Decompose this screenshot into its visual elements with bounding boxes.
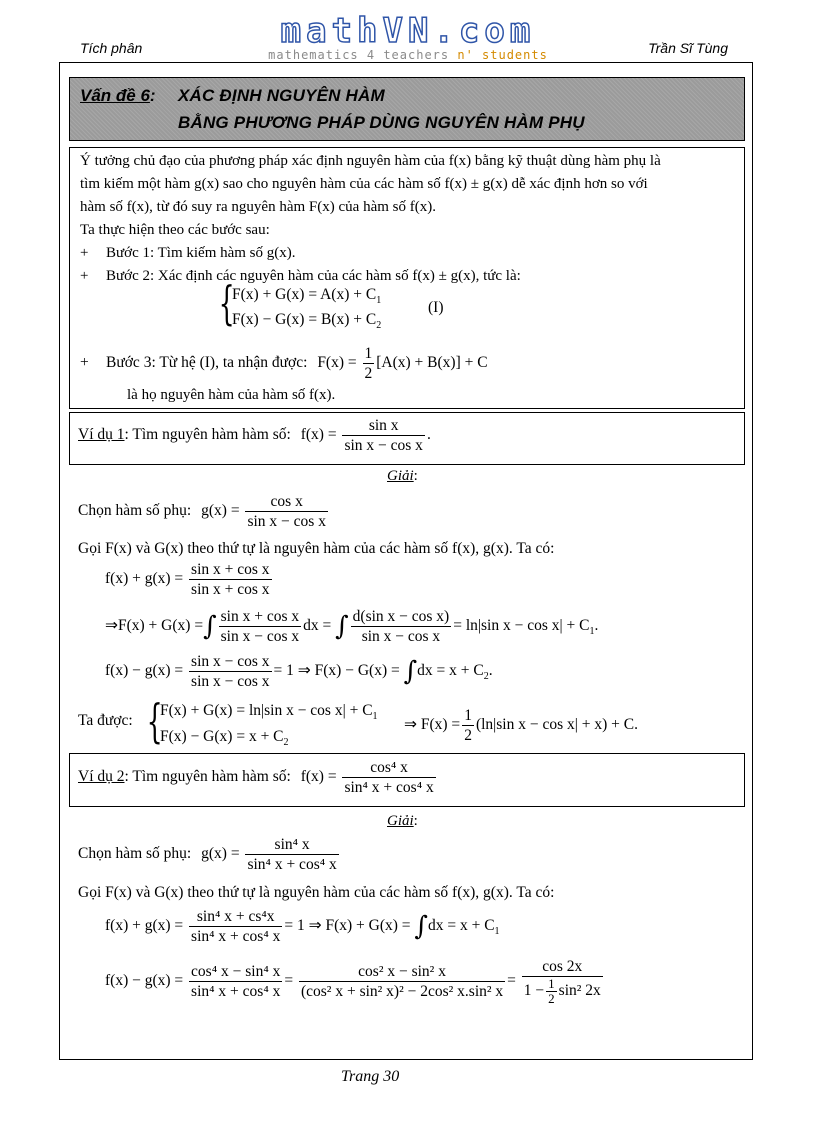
method-para4: Ta thực hiện theo các bước sau: <box>80 222 270 238</box>
example-1-statement <box>78 416 431 455</box>
fraction <box>189 652 272 691</box>
result-eq1: F(x) + G(x) = ln|sin x − cos x| + C <box>160 702 373 719</box>
equals: = <box>284 972 294 990</box>
left-brace: { <box>146 694 163 748</box>
rhs2: dx = x + C <box>417 662 484 680</box>
integral-sign: ∫ <box>203 611 217 642</box>
numerator: 1 <box>364 345 373 362</box>
example-2-statement <box>78 758 438 797</box>
example-1-lhs: f(x) = <box>300 426 337 444</box>
numerator: sin⁴ x + cs⁴x <box>189 907 282 927</box>
lhs: f(x) − g(x) = <box>105 662 184 680</box>
fraction <box>189 962 282 1001</box>
method-para1: Ý tưởng chủ đạo của phương pháp xác định nguyên hàm của f(x) bằng kỹ thuật dùng hàm phụ là <box>80 153 661 169</box>
example-1-label: Ví dụ 1 <box>78 426 125 444</box>
subscript: 1 <box>494 926 500 938</box>
denominator: sin x − cos x <box>220 628 300 645</box>
subscript: 2 <box>283 737 289 749</box>
system-I-label: (I) <box>428 299 444 316</box>
lhs: ⇒F(x) + G(x) = <box>105 617 204 635</box>
result-label: Ta được: <box>78 712 133 729</box>
solution-heading-1 <box>387 468 418 485</box>
result-row2 <box>160 728 289 748</box>
system-I-eq1: F(x) + G(x) = A(x) + C <box>232 286 377 303</box>
fraction <box>299 962 505 1001</box>
rhs: = ln|sin x − cos x| + C <box>453 617 590 635</box>
logo-tagline <box>252 48 564 62</box>
step-2-text: Bước 2: Xác định các nguyên hàm của các hàm số f(x) ± g(x), tức là: <box>106 268 521 284</box>
fraction-half <box>462 706 474 745</box>
step-3-tail: là họ nguyên hàm của hàm số f(x). <box>127 387 336 403</box>
result-row1 <box>160 702 378 722</box>
subscript: 1 <box>372 711 378 723</box>
ex1-line3 <box>105 652 493 691</box>
subscript: 2 <box>376 320 382 332</box>
example-2-fraction <box>342 758 435 797</box>
period: . <box>426 426 431 444</box>
colon: : <box>413 468 418 484</box>
denominator-b: sin² 2x <box>558 982 601 1000</box>
lhs: f(x) + g(x) = <box>105 570 184 588</box>
denominator <box>522 977 603 1006</box>
colon: : <box>413 813 418 829</box>
ex2-aux-function <box>78 835 341 874</box>
rhs: = 1 ⇒ F(x) − G(x) = <box>273 662 400 680</box>
ex2-line1 <box>105 907 500 946</box>
ex1-line1 <box>105 560 274 599</box>
ex2-line2 <box>105 957 605 1006</box>
lhs: f(x) + g(x) = <box>105 917 184 935</box>
numerator: 1 <box>464 707 472 724</box>
step-3 <box>80 344 488 383</box>
numerator: cos x <box>245 492 328 512</box>
numerator: cos⁴ x − sin⁴ x <box>191 963 281 980</box>
site-logo <box>252 11 564 62</box>
section-label-colon: : <box>149 86 156 105</box>
solution-heading-2 <box>387 813 418 830</box>
example-2-lhs: f(x) = <box>300 768 337 786</box>
equals: = <box>507 972 516 990</box>
lhs: f(x) − g(x) = <box>105 972 184 990</box>
denominator: 2 <box>464 727 472 744</box>
fraction <box>522 957 603 1006</box>
fraction <box>351 607 452 646</box>
numerator: sin x <box>342 416 425 436</box>
subscript: 1 <box>589 626 595 638</box>
logo-main-text: mathVN.com <box>280 11 536 51</box>
g-fraction <box>245 835 338 874</box>
step-3-rhs: [A(x) + B(x)] + C <box>376 354 488 372</box>
section-label-text: Vấn đề 6 <box>80 86 150 105</box>
denominator: sin x + cos x <box>191 581 270 598</box>
rhs2: dx = x + C <box>427 917 495 935</box>
header-left-title: Tích phân <box>80 40 143 56</box>
integral-sign: ∫ <box>335 611 349 642</box>
bullet: + <box>80 354 89 372</box>
g-fraction <box>245 492 328 531</box>
ex1-result <box>78 694 738 752</box>
denominator: sin⁴ x + cos⁴ x <box>191 928 281 945</box>
bullet: + <box>80 245 89 261</box>
system-I-row2 <box>232 311 381 331</box>
logo-tagline-b: n' students <box>457 48 548 62</box>
denominator: sin x − cos x <box>344 437 423 454</box>
numerator: 1 <box>548 976 555 991</box>
step-1-text: Bước 1: Tìm kiếm hàm số g(x). <box>106 245 296 261</box>
method-para2: tìm kiếm một hàm g(x) sao cho nguyên hàm của các hàm số f(x) ± g(x) dễ xác định hơn so với <box>80 176 648 192</box>
ex1-aux-function <box>78 492 330 531</box>
numerator: sin x + cos x <box>191 561 270 578</box>
step-2 <box>80 265 740 288</box>
ex1-call-text: Gọi F(x) và G(x) theo thứ tự là nguyên hàm của các hàm số f(x), g(x). Ta có: <box>78 540 555 557</box>
fraction-half <box>546 977 557 1006</box>
logo-tagline-a: mathematics 4 teachers <box>268 48 458 62</box>
page-number: Trang 30 <box>341 1068 400 1085</box>
example-1-fraction <box>342 416 425 455</box>
step-3-lhs: F(x) = <box>317 354 357 372</box>
header-author: Trần Sĩ Tùng <box>648 40 728 56</box>
period: . <box>488 662 493 680</box>
step-1 <box>80 242 740 265</box>
g-lhs: g(x) = <box>201 845 240 863</box>
g-lhs: g(x) = <box>201 502 240 520</box>
fraction <box>219 607 302 646</box>
denominator: sin⁴ x + cos⁴ x <box>344 779 434 796</box>
solution-label: Giải <box>387 813 414 829</box>
section-title-line1: XÁC ĐỊNH NGUYÊN HÀM <box>178 86 385 105</box>
example-2-label: Ví dụ 2 <box>78 768 125 786</box>
fraction-half <box>363 344 375 383</box>
denominator: sin x − cos x <box>191 673 270 690</box>
denominator: sin⁴ x + cos⁴ x <box>191 983 281 1000</box>
section-title-bar <box>69 77 745 141</box>
integral-sign: ∫ <box>414 911 428 942</box>
choose-text: Chọn hàm số phụ: <box>78 502 192 520</box>
result-final <box>404 706 638 745</box>
rhs: = 1 ⇒ F(x) + G(x) = <box>284 917 411 935</box>
bullet: + <box>80 268 89 284</box>
integral-sign: ∫ <box>403 656 418 687</box>
numerator: cos² x − sin² x <box>299 962 505 982</box>
step-3-text: Bước 3: Từ hệ (I), ta nhận được: <box>106 354 308 372</box>
section-title-line2: BẰNG PHƯƠNG PHÁP DÙNG NGUYÊN HÀM PHỤ <box>178 113 585 132</box>
denominator: 2 <box>364 365 373 382</box>
numerator: cos⁴ x <box>342 758 435 778</box>
result-eq2: F(x) − G(x) = x + C <box>160 728 284 745</box>
dx: dx = <box>303 617 332 635</box>
denominator: (cos² x + sin² x)² − 2cos² x.sin² x <box>300 983 504 1000</box>
section-label <box>80 86 156 106</box>
numerator: sin⁴ x <box>245 835 338 855</box>
numerator: sin x + cos x <box>220 608 300 625</box>
final-rhs: (ln|sin x − cos x| + x) + C. <box>475 716 638 734</box>
system-I-eq2: F(x) − G(x) = B(x) + C <box>232 311 377 328</box>
subscript: 1 <box>376 295 382 307</box>
example-2-text: : Tìm nguyên hàm hàm số: <box>124 768 291 786</box>
system-I-row1 <box>232 286 381 306</box>
denominator: sin x − cos x <box>361 628 441 645</box>
denominator-a: 1 − <box>523 982 545 1000</box>
choose-text: Chọn hàm số phụ: <box>78 845 192 863</box>
example-1-text: : Tìm nguyên hàm hàm số: <box>124 426 291 444</box>
denominator: 2 <box>548 991 555 1006</box>
ex1-line2 <box>105 607 598 646</box>
ex2-call-text: Gọi F(x) và G(x) theo thứ tự là nguyên hàm của các hàm số f(x), g(x). Ta có: <box>78 884 555 901</box>
numerator: d(sin x − cos x) <box>352 608 450 625</box>
denominator: sin⁴ x + cos⁴ x <box>247 856 337 873</box>
subscript: 2 <box>483 671 489 683</box>
denominator: sin x − cos x <box>247 513 326 530</box>
method-text <box>80 150 740 288</box>
numerator: cos 2x <box>522 957 603 977</box>
fraction <box>189 907 282 946</box>
fraction <box>189 560 272 599</box>
period: . <box>594 617 599 635</box>
left-brace: { <box>218 276 235 330</box>
final-lhs: ⇒ F(x) = <box>404 716 461 734</box>
method-para3: hàm số f(x), từ đó suy ra nguyên hàm F(x) của hàm số f(x). <box>80 199 436 215</box>
numerator: sin x − cos x <box>191 653 270 670</box>
solution-label: Giải <box>387 468 414 484</box>
